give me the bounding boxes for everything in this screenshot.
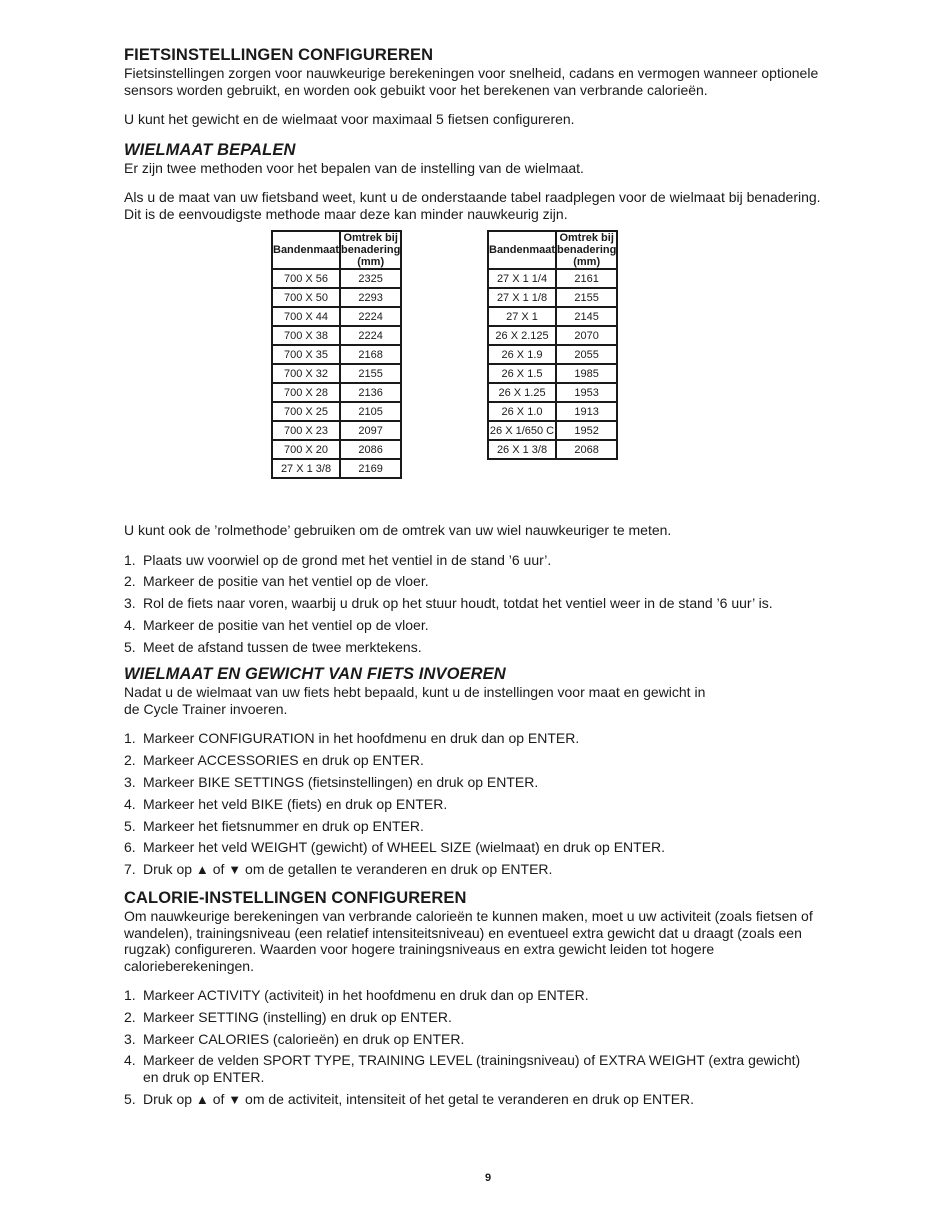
circumference-cell: 1985 (556, 364, 617, 383)
list-item: 4. Markeer de velden SPORT TYPE, TRAINING LEVEL (trainingsniveau) of EXTRA WEIGHT (extra gewicht) en druk op ENTER. (124, 1052, 801, 1085)
tire-size-cell: 700 X 56 (272, 269, 340, 288)
section-title-enter-wheel-size: WIELMAAT EN GEWICHT VAN FIETS INVOEREN (124, 665, 506, 684)
tire-size-cell: 27 X 1 (488, 307, 556, 326)
list-item: 2. Markeer ACCESSORIES en druk op ENTER. (124, 752, 424, 769)
circumference-cell: 2145 (556, 307, 617, 326)
table-row (272, 326, 401, 345)
circumference-cell: 2055 (556, 345, 617, 364)
paragraph: Om nauwkeurige berekeningen van verbrande calorieën te kunnen maken, moet u uw activiteit (zoals fietsen of wandelen), trainingsniveau (een relatief intensiteitsniveau) en eventueel extra gewicht dat u draagt (zoals een rugzak) configureren. Waarden voor hogere trainingsniveaus en extra gewicht leiden tot hogere calorieberekeningen. (124, 908, 813, 974)
table-row (272, 459, 401, 478)
tire-size-cell: 26 X 1.0 (488, 402, 556, 421)
list-item: 5. Meet de afstand tussen de twee merktekens. (124, 638, 422, 655)
arrow-down-icon: ▼ (228, 862, 242, 878)
section-title-bike-settings: FIETSINSTELLINGEN CONFIGUREREN (124, 46, 434, 64)
list-item: 1. Markeer ACTIVITY (activiteit) in het hoofdmenu en druk dan op ENTER. (124, 987, 589, 1004)
page-number: 9 (484, 1172, 492, 1184)
tire-size-cell: 27 X 1 1/4 (488, 269, 556, 288)
table-row (488, 364, 617, 383)
wheel-size-table-right (487, 230, 618, 460)
paragraph: Fietsinstellingen zorgen voor nauwkeurige berekeningen voor snelheid, cadans en vermogen wanneer optionele sensors worden gebruikt, en worden ook gebuikt voor het berekenen van verbrande calorieën. (124, 65, 819, 98)
arrow-up-icon: ▲ (195, 1091, 209, 1107)
table-row (488, 383, 617, 402)
tire-size-cell: 26 X 1 3/8 (488, 440, 556, 459)
circumference-cell: 2224 (340, 307, 401, 326)
paragraph: Er zijn twee methoden voor het bepalen van de instelling van de wielmaat. (124, 159, 584, 176)
table-row (488, 269, 617, 288)
tire-size-cell: 700 X 23 (272, 421, 340, 440)
tire-size-cell: 700 X 32 (272, 364, 340, 383)
circumference-cell: 2325 (340, 269, 401, 288)
circumference-cell: 2136 (340, 383, 401, 402)
list-item: 7. Druk op ▲ of ▼ om de getallen te veranderen en druk op ENTER. (124, 861, 553, 878)
list-item: 6. Markeer het veld WEIGHT (gewicht) of WHEEL SIZE (wielmaat) en druk op ENTER. (124, 839, 666, 856)
table-row (272, 345, 401, 364)
section-title-calorie-settings: CALORIE-INSTELLINGEN CONFIGUREREN (124, 889, 467, 908)
tire-size-cell: 700 X 44 (272, 307, 340, 326)
circumference-cell: 2155 (556, 288, 617, 307)
wheel-size-table-left (271, 230, 402, 479)
table-row (272, 364, 401, 383)
circumference-cell: 2097 (340, 421, 401, 440)
tire-size-cell: 700 X 50 (272, 288, 340, 307)
paragraph: Als u de maat van uw fietsband weet, kunt u de onderstaande tabel raadplegen voor de wielmaat bij benadering. Dit is de eenvoudigste methode maar deze kan minder nauwkeurig zijn. (124, 189, 821, 222)
section-title-wheel-size: WIELMAAT BEPALEN (124, 140, 296, 159)
paragraph: U kunt het gewicht en de wielmaat voor maximaal 5 fietsen configureren. (124, 111, 575, 127)
table-row (272, 421, 401, 440)
tire-size-cell: 26 X 2.125 (488, 326, 556, 345)
circumference-cell: 2070 (556, 326, 617, 345)
tire-size-cell: 27 X 1 3/8 (272, 459, 340, 478)
paragraph: Nadat u de wielmaat van uw fiets hebt bepaald, kunt u de instellingen voor maat en gewicht in de Cycle Trainer invoeren. (124, 684, 706, 717)
list-item: 4. Markeer de positie van het ventiel op de vloer. (124, 616, 429, 633)
circumference-cell: 1913 (556, 402, 617, 421)
list-item: 2. Markeer de positie van het ventiel op de vloer. (124, 573, 429, 590)
tire-size-cell: 700 X 25 (272, 402, 340, 421)
table-header-tire-size: Bandenmaat (488, 231, 556, 269)
tire-size-cell: 700 X 28 (272, 383, 340, 402)
table-row (488, 345, 617, 364)
list-item: 3. Rol de fiets naar voren, waarbij u druk op het stuur houdt, totdat het ventiel weer in de stand ’6 uur’ is. (124, 595, 773, 612)
table-row (272, 307, 401, 326)
table-row (272, 402, 401, 421)
paragraph: U kunt ook de ’rolmethode’ gebruiken om de omtrek van uw wiel nauwkeuriger te meten. (124, 522, 672, 538)
tire-size-cell: 700 X 38 (272, 326, 340, 345)
circumference-cell: 1953 (556, 383, 617, 402)
circumference-cell: 2224 (340, 326, 401, 345)
table-row (488, 440, 617, 459)
table-header-circumference: Omtrek bij benadering (mm) (557, 232, 617, 268)
circumference-cell: 2293 (340, 288, 401, 307)
circumference-cell: 2161 (556, 269, 617, 288)
tire-size-cell: 26 X 1.25 (488, 383, 556, 402)
list-item: 2. Markeer SETTING (instelling) en druk op ENTER. (124, 1008, 452, 1025)
page-content (124, 46, 824, 1114)
tire-size-cell: 26 X 1.5 (488, 364, 556, 383)
list-item: 4. Markeer het veld BIKE (fiets) en druk op ENTER. (124, 795, 448, 812)
tire-size-cell: 27 X 1 1/8 (488, 288, 556, 307)
circumference-cell: 2168 (340, 345, 401, 364)
rolling-method-steps (124, 552, 824, 656)
circumference-cell: 2169 (340, 459, 401, 478)
list-item: 1. Markeer CONFIGURATION in het hoofdmenu en druk dan op ENTER. (124, 730, 580, 747)
tire-size-cell: 26 X 1/650 C (488, 421, 556, 440)
table-header-circumference: Omtrek bij benadering (mm) (341, 232, 401, 268)
tire-size-cell: 700 X 35 (272, 345, 340, 364)
table-row (272, 288, 401, 307)
circumference-cell: 1952 (556, 421, 617, 440)
circumference-cell: 2068 (556, 440, 617, 459)
list-item: 3. Markeer CALORIES (calorieën) en druk op ENTER. (124, 1030, 465, 1047)
circumference-cell: 2105 (340, 402, 401, 421)
table-row (488, 402, 617, 421)
table-row (272, 440, 401, 459)
table-row (272, 383, 401, 402)
list-item: 1. Plaats uw voorwiel op de grond met het ventiel in de stand ’6 uur’. (124, 551, 552, 568)
circumference-cell: 2086 (340, 440, 401, 459)
tire-size-cell: 26 X 1.9 (488, 345, 556, 364)
tire-size-cell: 700 X 20 (272, 440, 340, 459)
table-header-tire-size: Bandenmaat (272, 231, 340, 269)
table-row (272, 269, 401, 288)
list-item: 3. Markeer BIKE SETTINGS (fietsinstellingen) en druk op ENTER. (124, 774, 539, 791)
table-row (488, 326, 617, 345)
table-row (488, 307, 617, 326)
list-item: 5. Druk op ▲ of ▼ om de activiteit, intensiteit of het getal te veranderen en druk op ENTER. (124, 1090, 695, 1107)
arrow-up-icon: ▲ (195, 862, 209, 878)
circumference-cell: 2155 (340, 364, 401, 383)
list-item: 5. Markeer het fietsnummer en druk op ENTER. (124, 817, 424, 834)
table-row (488, 288, 617, 307)
calorie-settings-steps (124, 987, 824, 1108)
table-row (488, 421, 617, 440)
arrow-down-icon: ▼ (228, 1091, 242, 1107)
enter-settings-steps (124, 730, 824, 878)
